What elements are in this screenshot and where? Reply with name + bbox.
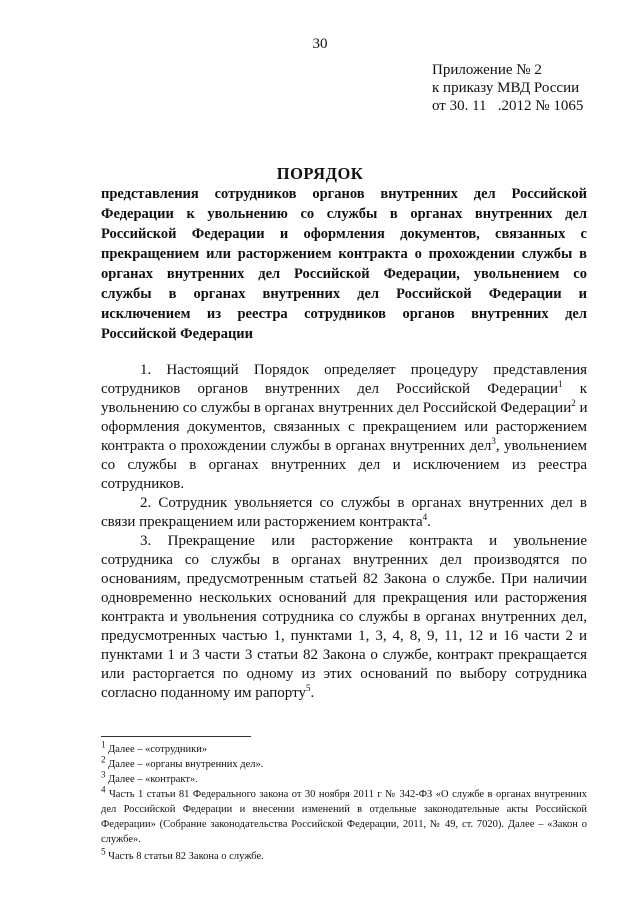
body-line: со службы в органах внутренних дел и исключением из реестра [101,457,587,473]
footnote-4-cont: Федерации» (Собрание законодательства Российской Федерации, 2011, № 49, ст. 7020). Далее – «Закон о [101,819,587,830]
footnote-3: $^3$ Далее – «контракт». [101,769,198,785]
body-line: контракта и увольнения сотрудника со службы в органах внутренних дел, [101,609,587,625]
body-line: увольнению со службы в органах внутренних дел Российской Федерации$^2$ и [101,398,588,416]
footnote-ref-1[interactable]: 1 [558,379,563,389]
body-line: 1. Настоящий Порядок определяет процедуру представления [140,362,587,378]
footnote-2: $^2$ Далее – «органы внутренних дел». [101,754,264,770]
footnote-ref-3[interactable]: 3 [491,436,496,446]
subtitle-line: Федерации к увольнению со службы в органах внутренних дел [101,206,587,222]
body-line: 2. Сотрудник увольняется со службы в органах внутренних дел в [140,495,587,511]
footnote-ref-2[interactable]: 2 [571,398,576,408]
subtitle-line: прекращением или расторжением контракта о прохождении службы в [101,246,587,262]
footnote-5: $^5$ Часть 8 статьи 82 Закона о службе. [101,846,264,862]
subtitle-line: службы в органах внутренних дел Российской Федерации и [101,286,587,302]
subtitle-line: исключением из реестра сотрудников органов внутренних дел [101,306,587,322]
page-number: 30 [312,36,328,52]
subtitle-line: представления сотрудников органов внутренних дел Российской [101,186,587,202]
subtitle-line: Российской Федерации и оформления документов, связанных с [101,226,587,242]
subtitle-line: органах внутренних дел Российской Федерации, увольнением со [101,266,587,282]
appendix-order: к приказу МВД России [432,80,580,96]
subtitle-line: Российской Федерации [101,326,254,342]
body-line: сотрудников. [101,476,185,492]
body-line: сотрудника со службы в органах внутренних дел производятся по [101,552,587,568]
footnote-divider [101,736,251,737]
body-line: связи прекращением или расторжением контракта$^4$. [101,512,431,530]
appendix-label: Приложение № 2 [432,62,542,78]
body-line: согласно поданному им рапорту$^5$. [101,683,315,701]
body-line: оформления документов, связанных с прекращением или расторжением [101,419,587,435]
footnote-4-cont: службе». [101,834,141,845]
footnote-4: $^4$ Часть 1 статьи 81 Федерального закона от 30 ноября 2011 г № 342-ФЗ «О службе в органах внутренних [101,784,587,800]
body-line: сотрудников органов внутренних дел Российской Федерации$^1$ к [101,379,587,397]
body-line: предусмотренных частью 1, пунктами 1, 3, 4, 8, 9, 11, 12 и 16 части 2 и [101,628,587,644]
body-line: 3. Прекращение или расторжение контракта и увольнение [140,533,587,549]
footnote-ref-4[interactable]: 4 [422,512,428,522]
body-line: или расторгается по одному из этих оснований по выбору сотрудника [101,666,587,682]
body-line: одновременно нескольких оснований для прекращения или расторжения [101,590,587,606]
body-line: основаниям, предусмотренным статьей 82 Закона о службе. При наличии [101,571,587,587]
footnote-1: $^1$ Далее – «сотрудники» [101,739,208,755]
appendix-date: от 30. 11 .2012 № 1065 [432,98,584,114]
footnote-ref-5[interactable]: 5 [305,683,311,693]
body-line: пунктами 1 и 3 части 3 статьи 82 Закона о службе, контракт прекращается [101,647,587,663]
footnote-4-cont: дел Российской Федерации и внесении изменений в отдельные законодательные акты Российской [101,804,587,815]
body-line: контракта о прохождении службы в органах внутренних дел$^3$, увольнением [101,436,587,454]
document-title: ПОРЯДОК [276,164,364,183]
